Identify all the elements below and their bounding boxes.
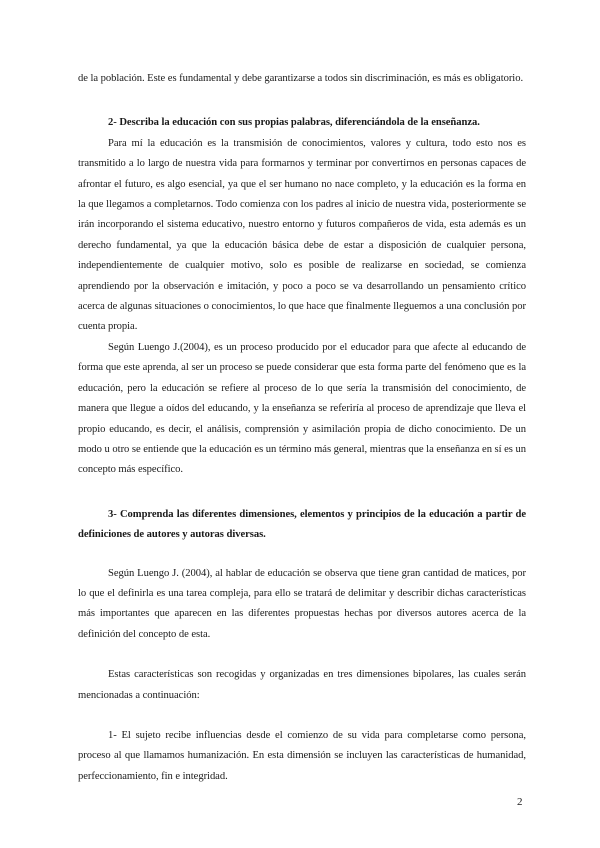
section-2-paragraph-1: Para mí la educación es la transmisión de conocimientos, valores y cultura, todo esto nos es transmitido a lo largo de nuestra vida para formarnos y terminar por convertirnos en personas capaces de afrontar el futuro, es algo esencial, ya que el ser humano no nace completo, y la educación es la forma en la que llegamos a completarnos. Todo comienza con los padres al inicio de nuestra vida, posteriormente se irán incorporando el sistema educativo, nuestro entorno y futuros compañeros de vida, esta además es un derecho fundamental, ya que la educación básica debe de estar a disposición de cualquier persona, independientemente de cualquier motivo, solo es posible de realizarse en sociedad, se comienza aprendiendo por la observación e imitación, y poco a poco se va desarrollando un pensamiento crítico acerca de algunas situaciones o conocimientos, lo que hace que finalmente lleguemos a una conclusión por cuenta propia. (78, 137, 526, 333)
page-number: 2 (517, 796, 523, 808)
page-content (78, 69, 526, 787)
section-2-paragraph-2: Según Luengo J.(2004), es un proceso producido por el educador para que afecte al educando de forma que este aprenda, al ser un proceso se puede considerar que esta forma parte del fenómeno que es la educación, pero la educación se refiere al proceso de lo que sería la transmisión del conocimiento, de manera que llegue a oídos del educando, y la enseñanza se referiría al proceso de aprendizaje que lleva el propio educando, es decir, el análisis, comprensión y asimilación propia de dicho conocimiento. De un modo u otro se entiende que la educación es un término más general, mientras que la enseñanza en sí es un concepto más específico. (78, 341, 526, 476)
section-3-paragraph-1: Según Luengo J. (2004), al hablar de educación se observa que tiene gran cantidad de matices, por lo que el definirla es una tarea compleja, para ello se tratará de delimitar y describir dichas características más importantes que aparecen en las diferentes propuestas hechas por diversos autores acerca de la definición del concepto de esta. (78, 567, 526, 640)
section-3-heading: 3- Comprenda las diferentes dimensiones, elementos y principios de la educación a partir de definiciones de autores y autoras diversas. (78, 508, 526, 541)
section-3-paragraph-3: 1- El sujeto recibe influencias desde el comienzo de su vida para completarse como persona, proceso al que llamamos humanización. En esta dimensión se incluyen las características de humanidad, perfeccionamiento, fin e integridad. (78, 729, 526, 782)
section-2-heading: 2- Describa la educación con sus propias palabras, diferenciándola de la enseñanza. (108, 117, 480, 129)
section-3-paragraph-2: Estas características son recogidas y organizadas en tres dimensiones bipolares, las cuales serán mencionadas a continuación: (78, 669, 526, 701)
intro-paragraph-tail: de la población. Este es fundamental y debe garantizarse a todos sin discriminación, es más es obligatorio. (78, 73, 524, 84)
